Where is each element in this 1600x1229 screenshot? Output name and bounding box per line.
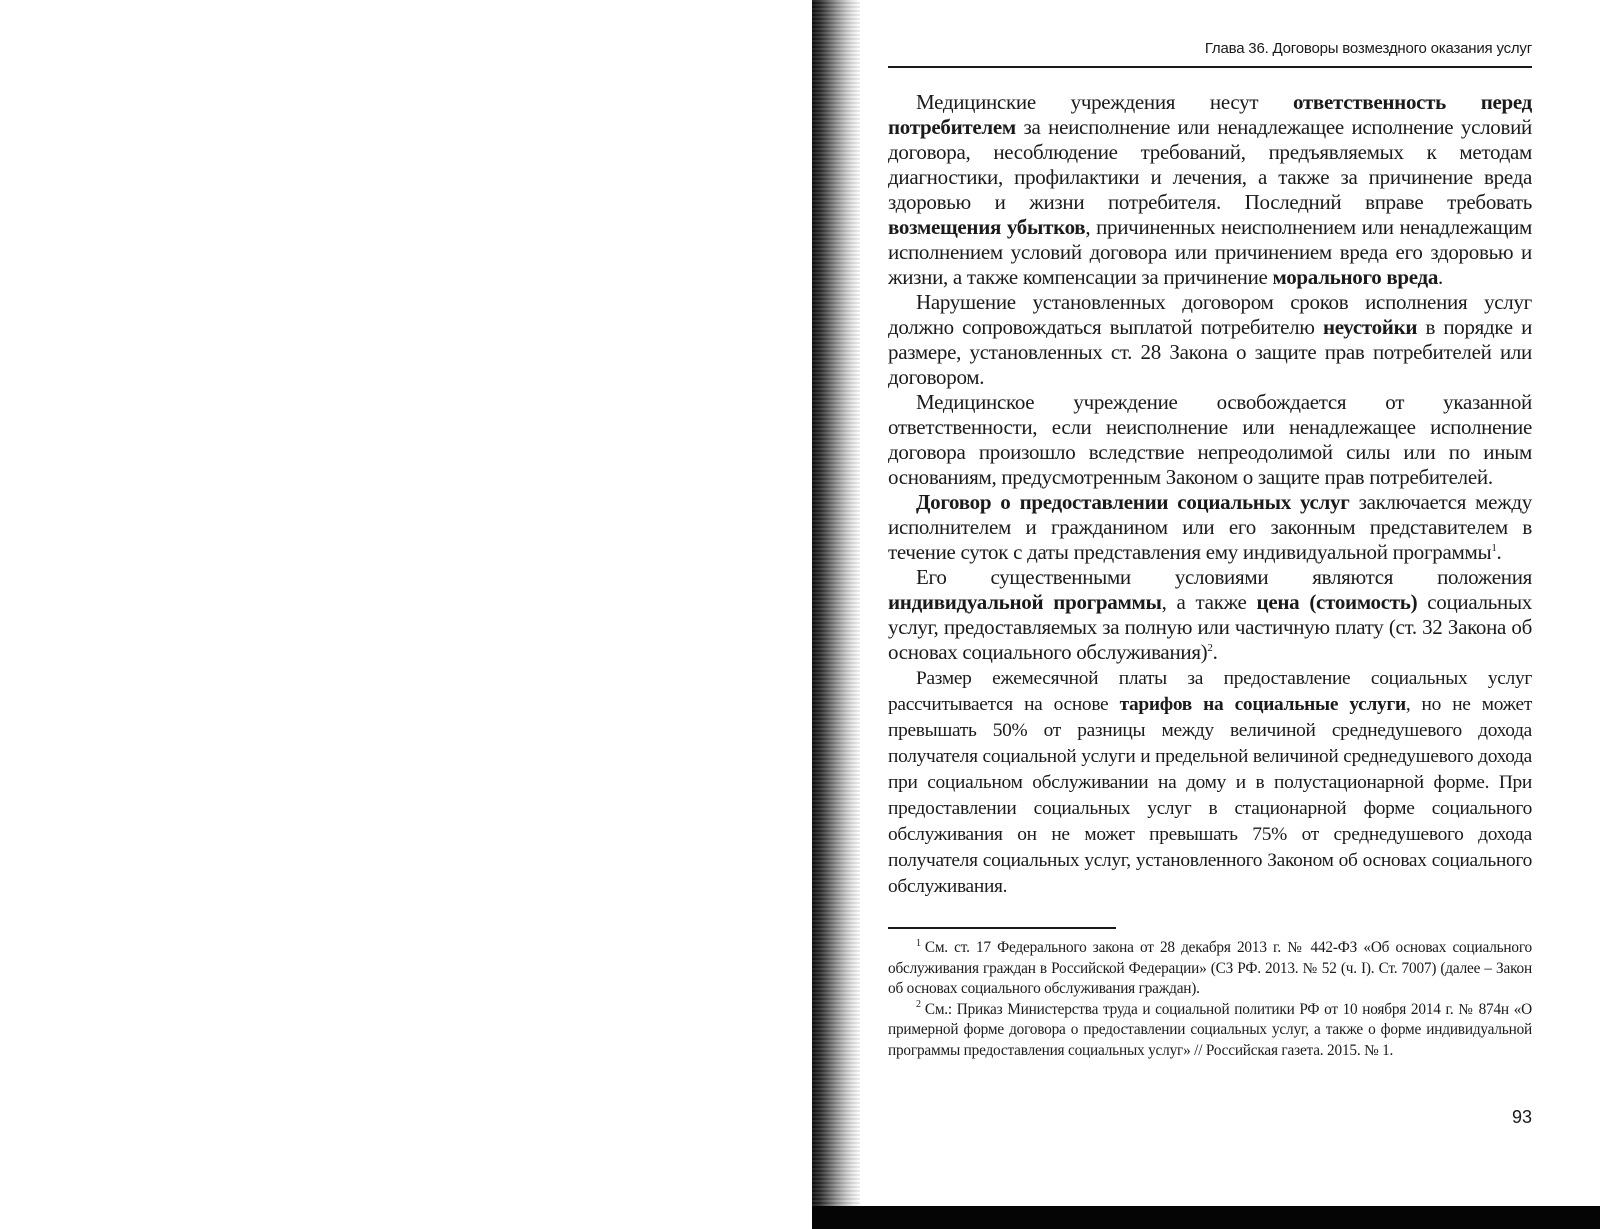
book-gutter-shadow (812, 0, 860, 1229)
scan-bottom-edge (812, 1206, 1600, 1229)
footnote-ref: 2 (1207, 642, 1213, 654)
bold-term: тарифов на социальные услуги (1119, 694, 1406, 715)
text-run: , а также (1161, 590, 1257, 614)
text-run: Размер ежемесячной платы за предоставление социальных услуг рассчитывается на основе (888, 668, 1532, 715)
paragraph-6 (888, 665, 1532, 899)
page-number: 93 (1511, 1107, 1532, 1127)
text-run: за неисполнение или ненадлежащее исполнение условий договора, несоблюдение требований, предъявляемых к методам диагностики, профилактики и лечения, а также за причинение вреда здоровью и жизни потребителя. Последний вправе требовать (888, 115, 1532, 214)
text-run: , но не может превышать 50% от разницы между величиной среднедушевого дохода получателя социальной услуги и предельной величиной среднедушевого дохода при социальном обслуживании на дому и в полустационарной форме. При предоставлении социальных услуг в стационарной форме социального обслуживания он не может превышать 75% от среднедушевого дохода получателя социальных услуг, установленного Законом об основах социального обслуживания. (888, 694, 1532, 897)
bold-term: морального вреда (1272, 265, 1439, 289)
text-run: Медицинские учреждения несут (916, 90, 1293, 114)
text-run: Медицинское учреждение освобождается от указанной ответственности, если неисполнение или ненадлежащее исполнение договора произошло вследствие непреодолимой силы или по иным основаниям, предусмотренным Законом о защите прав потребителей. (888, 390, 1532, 489)
footnote-ref: 1 (1491, 542, 1497, 554)
bold-term: возмещения убытков (888, 215, 1086, 239)
footnote-1-mark: 1 (916, 937, 921, 949)
header-rule (888, 66, 1532, 68)
text-run: Его существенными условиями являются положения (916, 565, 1532, 589)
bold-term: Договор о предоставлении социальных услуг (916, 490, 1350, 514)
footnote-2 (888, 1000, 1532, 1062)
text-run: заключается между исполнителем и гражданином или его законным представителем в течение суток с даты представления ему индивидуальной программы (888, 490, 1532, 564)
bold-term: неустойки (1322, 315, 1418, 339)
paragraph-4 (888, 490, 1532, 565)
footnotes (888, 938, 1532, 1061)
text-run: социальных услуг, предоставляемых за полную или частичную плату (ст. 32 Закона об основах социального обслуживания) (888, 590, 1532, 664)
footnote-1-text: См. ст. 17 Федерального закона от 28 декабря 2013 г. № 442-ФЗ «Об основах социального обслуживания граждан в Российской Федерации» (СЗ РФ. 2013. № 52 (ч. I). Ст. 7007) (далее – Закон об основах социального обслуживания граждан). (888, 939, 1532, 997)
bold-term: индивидуальной программы (888, 590, 1162, 614)
text-run: . (1212, 640, 1218, 664)
book-page (888, 0, 1532, 1206)
footnote-2-mark: 2 (916, 999, 921, 1011)
running-head: Глава 36. Договоры возмездного оказания услуг (1204, 40, 1532, 57)
paragraph-5 (888, 565, 1532, 665)
footnote-1 (888, 938, 1532, 1000)
text-run: . (1438, 265, 1443, 289)
text-run: , причиненных неисполнением или ненадлежащим исполнением условий договора или причинением вреда его здоровью и жизни, а также компенсации за причинение (888, 215, 1533, 289)
bold-term: цена (стоимость) (1256, 590, 1418, 614)
body-text (888, 90, 1532, 899)
paragraph-2 (888, 290, 1532, 390)
footnote-rule (888, 927, 1116, 929)
text-run: в порядке и размере, установленных ст. 28 Закона о защите прав потребителей или договором. (888, 315, 1533, 389)
paragraph-3 (888, 390, 1532, 490)
footnote-2-text: См.: Приказ Министерства труда и социальной политики РФ от 10 ноября 2014 г. № 874н «О примерной форме договора о предоставлении социальных услуг, а также о форме индивидуальной программы предоставления социальных услуг» // Российская газета. 2015. № 1. (888, 1000, 1532, 1059)
text-run: . (1496, 540, 1502, 564)
bold-term: ответственность перед потребителем (888, 90, 1533, 139)
text-run: Нарушение установленных договором сроков исполнения услуг должно сопровождаться выплатой потребителю (888, 290, 1532, 339)
paragraph-1 (888, 90, 1532, 290)
